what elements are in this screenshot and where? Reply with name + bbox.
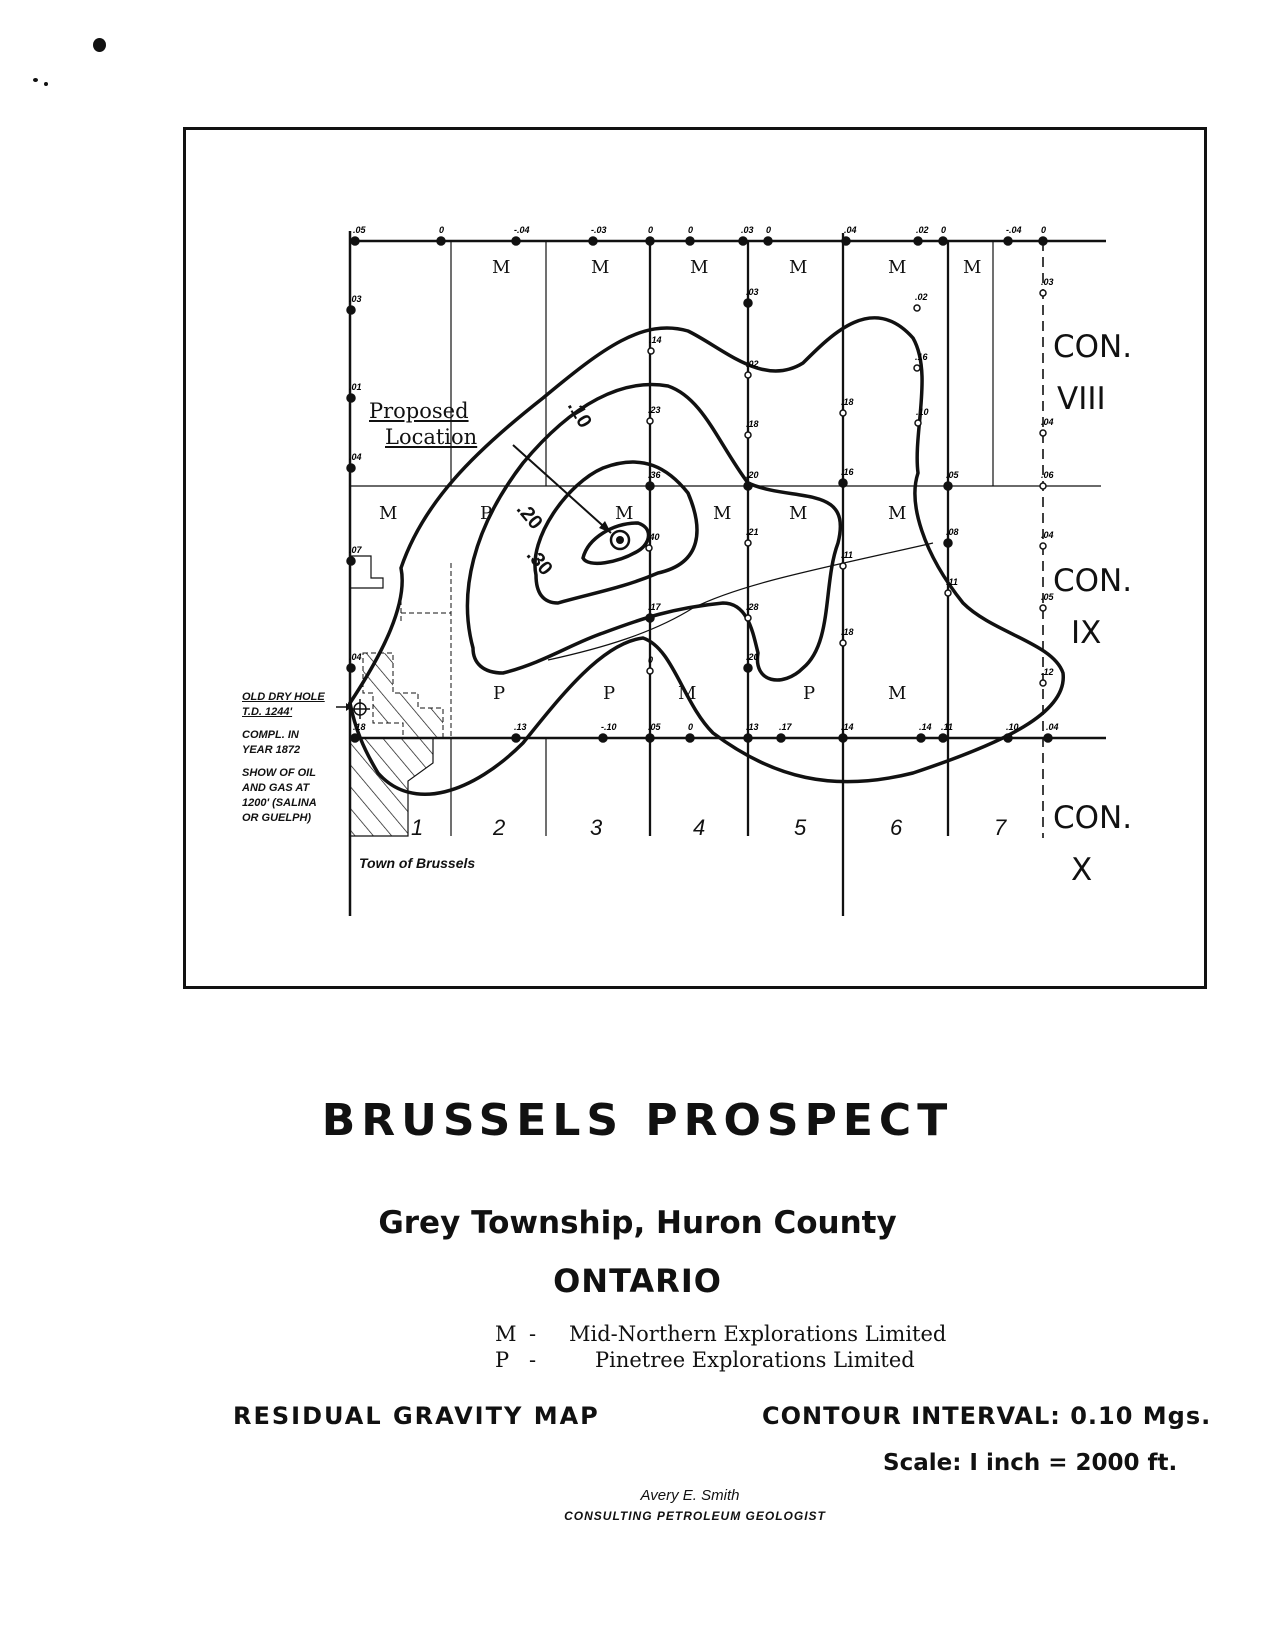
map-frame <box>183 127 1207 989</box>
contour-0-10-outer <box>350 318 1063 794</box>
station-value: -.04 <box>1006 225 1022 235</box>
station-dot <box>944 482 952 490</box>
station-dot <box>840 410 846 416</box>
station-dot <box>648 348 654 354</box>
contour-value-label: .20 <box>511 498 547 534</box>
lease-letter: P <box>493 683 506 704</box>
station-value: -.03 <box>591 225 607 235</box>
station-value: .40 <box>647 532 660 542</box>
station-value: .06 <box>1041 470 1054 480</box>
station-dot <box>646 614 654 622</box>
station-dot <box>777 734 785 742</box>
proposed-label-line2: Location <box>385 425 478 449</box>
station-value: .14 <box>649 335 662 345</box>
station-dot <box>744 664 752 672</box>
lease-letter: P <box>803 683 816 704</box>
station-dot <box>647 418 653 424</box>
legend-dash: - <box>529 1348 537 1372</box>
station-value: .28 <box>746 602 759 612</box>
station-dot <box>646 482 654 490</box>
legend-row-m <box>495 1322 946 1346</box>
station-value: 0 <box>648 655 654 665</box>
contour-interval-label: CONTOUR INTERVAL: 0.10 Mgs. <box>762 1402 1212 1430</box>
lease-letter: M <box>963 257 982 278</box>
station-dot <box>646 237 654 245</box>
legend-code: M <box>495 1322 517 1346</box>
station-dot <box>347 394 355 402</box>
concession-label-line2: X <box>1071 852 1093 888</box>
station-value: .16 <box>915 352 928 362</box>
dry-hole-note-line: COMPL. IN <box>242 729 299 741</box>
concession-label-line1: CON. <box>1053 800 1133 836</box>
lease-letter: M <box>789 257 808 278</box>
station-value: .04 <box>349 652 362 662</box>
lot-number: 6 <box>890 815 903 840</box>
map-title: BRUSSELS PROSPECT <box>321 1095 954 1146</box>
station-value: 0 <box>1041 225 1047 235</box>
station-value: -.04 <box>514 225 530 235</box>
station-dot <box>686 237 694 245</box>
station-dot <box>437 237 445 245</box>
station-dot <box>647 668 653 674</box>
station-value: .05 <box>353 225 366 235</box>
station-value: .02 <box>916 225 929 235</box>
station-value: 0 <box>941 225 947 235</box>
station-value: .20 <box>746 470 759 480</box>
station-value: 0 <box>766 225 772 235</box>
lot-number: 3 <box>590 815 603 840</box>
township-subtitle: Grey Township, Huron County <box>378 1205 897 1241</box>
station-value: .12 <box>1041 667 1054 677</box>
lease-letter: M <box>888 683 907 704</box>
station-dot <box>914 305 920 311</box>
station-value: .05 <box>1041 592 1054 602</box>
station-value: .04 <box>1041 417 1054 427</box>
station-dot <box>1040 483 1046 489</box>
contour-value-label: .10 <box>562 396 596 432</box>
station-dot <box>744 734 752 742</box>
station-dot <box>589 237 597 245</box>
station-value: .04 <box>844 225 857 235</box>
scan-speck <box>33 78 38 82</box>
station-value: .17 <box>779 722 792 732</box>
station-value: .11 <box>941 722 953 732</box>
station-value: .02 <box>915 292 928 302</box>
station-dot <box>512 237 520 245</box>
station-dot <box>347 664 355 672</box>
station-dot <box>744 482 752 490</box>
station-dot <box>944 539 952 547</box>
dry-hole-note-line: OLD DRY HOLE <box>242 691 325 703</box>
station-value: -.10 <box>601 722 617 732</box>
station-dot <box>1004 734 1012 742</box>
dry-hole-note-line: SHOW OF OIL <box>242 767 316 779</box>
station-value: .11 <box>841 550 853 560</box>
station-value: .07 <box>349 545 362 555</box>
station-value: .23 <box>648 405 661 415</box>
legend-company: Pinetree Explorations Limited <box>595 1348 915 1372</box>
author-name: Avery E. Smith <box>640 1487 740 1504</box>
lease-letter: M <box>678 683 697 704</box>
province-label: ONTARIO <box>553 1262 722 1300</box>
lease-letter: P <box>603 683 616 704</box>
proposed-location-label <box>369 398 477 450</box>
station-dot <box>744 299 752 307</box>
station-dot <box>915 420 921 426</box>
gravity-contours <box>348 318 1063 794</box>
town-label: Town of Brussels <box>359 855 476 871</box>
map-type-label: RESIDUAL GRAVITY MAP <box>233 1402 600 1430</box>
dry-hole-note-line: YEAR 1872 <box>242 744 301 756</box>
lease-letter: M <box>713 503 732 524</box>
station-dot <box>646 734 654 742</box>
station-dot <box>839 479 847 487</box>
station-value: .14 <box>841 722 854 732</box>
lot-number: 5 <box>794 815 807 840</box>
station-dot <box>646 545 652 551</box>
station-dot <box>1004 237 1012 245</box>
scale-label: Scale: I inch = 2000 ft. <box>883 1450 1178 1476</box>
station-dot <box>1040 290 1046 296</box>
dry-hole-note-line: T.D. 1244' <box>242 706 293 718</box>
old-dry-hole-note <box>242 690 325 826</box>
lease-letter: P <box>480 503 493 524</box>
station-value: 0 <box>648 225 654 235</box>
lot-number: 1 <box>411 815 424 840</box>
legend-company: Mid-Northern Explorations Limited <box>569 1322 947 1346</box>
station-dot <box>1040 605 1046 611</box>
station-dot <box>840 563 846 569</box>
concession-label-line1: CON. <box>1053 329 1133 365</box>
station-value: .04 <box>1041 530 1054 540</box>
station-dot <box>945 590 951 596</box>
station-dot <box>1040 430 1046 436</box>
author-title: CONSULTING PETROLEUM GEOLOGIST <box>564 1509 826 1523</box>
lease-letter: M <box>690 257 709 278</box>
station-value: .04 <box>349 452 362 462</box>
station-dot <box>347 464 355 472</box>
station-dot <box>351 734 359 742</box>
station-dot <box>745 540 751 546</box>
contour-value-label: .30 <box>521 544 557 580</box>
station-value: .16 <box>841 467 854 477</box>
lease-letter: M <box>591 257 610 278</box>
fault-line <box>548 543 933 660</box>
station-value: .18 <box>841 397 854 407</box>
dry-hole-note-line: 1200' (SALINA <box>242 797 317 809</box>
lease-letter: M <box>492 257 511 278</box>
station-value: .13 <box>746 722 759 732</box>
station-dot <box>840 640 846 646</box>
lot-number: 4 <box>693 815 706 840</box>
station-dot <box>347 306 355 314</box>
station-dot <box>351 237 359 245</box>
station-value: .18 <box>353 722 366 732</box>
station-value: .02 <box>746 359 759 369</box>
scan-speck <box>93 38 106 52</box>
lot-number: 7 <box>994 815 1007 840</box>
station-value: .01 <box>349 382 362 392</box>
station-dot <box>1040 543 1046 549</box>
station-dot <box>599 734 607 742</box>
concession-label-line2: VIII <box>1057 381 1106 417</box>
station-value: .10 <box>1006 722 1019 732</box>
dry-hole-note-line: AND GAS AT <box>242 782 310 794</box>
station-value: 0 <box>439 225 445 235</box>
station-dot <box>914 237 922 245</box>
scan-speck <box>44 82 48 86</box>
station-value: 0 <box>688 722 694 732</box>
station-value: .36 <box>648 470 661 480</box>
legend-row-p <box>495 1348 915 1372</box>
station-value: .03 <box>1041 277 1054 287</box>
legend-code: P <box>495 1348 510 1372</box>
station-dot <box>764 237 772 245</box>
station-dot <box>939 734 947 742</box>
lease-letter: M <box>789 503 808 524</box>
gravity-stations <box>347 225 1059 742</box>
station-value: .17 <box>648 602 661 612</box>
lease-letter: M <box>888 257 907 278</box>
station-value: .04 <box>1046 722 1059 732</box>
station-dot <box>839 734 847 742</box>
legend-dash: - <box>529 1322 537 1346</box>
station-value: .20 <box>746 652 759 662</box>
station-value: .11 <box>946 577 958 587</box>
station-value: .18 <box>841 627 854 637</box>
station-dot <box>1039 237 1047 245</box>
station-value: .10 <box>916 407 929 417</box>
station-dot <box>842 237 850 245</box>
station-value: .03 <box>349 294 362 304</box>
station-dot <box>1040 680 1046 686</box>
station-value: .03 <box>746 287 759 297</box>
station-dot <box>939 237 947 245</box>
station-dot <box>512 734 520 742</box>
station-value: .05 <box>648 722 661 732</box>
lease-letter: M <box>888 503 907 524</box>
lease-letter: M <box>615 503 634 524</box>
station-value: .05 <box>946 470 959 480</box>
station-value: .08 <box>946 527 959 537</box>
station-dot <box>1044 734 1052 742</box>
station-value: .18 <box>746 419 759 429</box>
station-dot <box>914 365 920 371</box>
proposed-label-line1: Proposed <box>369 399 469 423</box>
station-dot <box>917 734 925 742</box>
station-value: 0 <box>688 225 694 235</box>
station-value: .03 <box>741 225 754 235</box>
station-value: .14 <box>919 722 932 732</box>
lot-number: 2 <box>493 815 506 840</box>
contour-0-40 <box>583 523 649 563</box>
station-dot <box>739 237 747 245</box>
dry-hole-note-line: OR GUELPH) <box>242 812 312 824</box>
station-dot <box>686 734 694 742</box>
concession-label-line2: IX <box>1071 615 1102 651</box>
station-dot <box>745 372 751 378</box>
concession-label-line1: CON. <box>1053 563 1133 599</box>
lease-letter: M <box>379 503 398 524</box>
station-dot <box>745 432 751 438</box>
station-value: .13 <box>514 722 527 732</box>
station-dot <box>745 615 751 621</box>
station-dot <box>347 557 355 565</box>
station-value: .21 <box>746 527 759 537</box>
